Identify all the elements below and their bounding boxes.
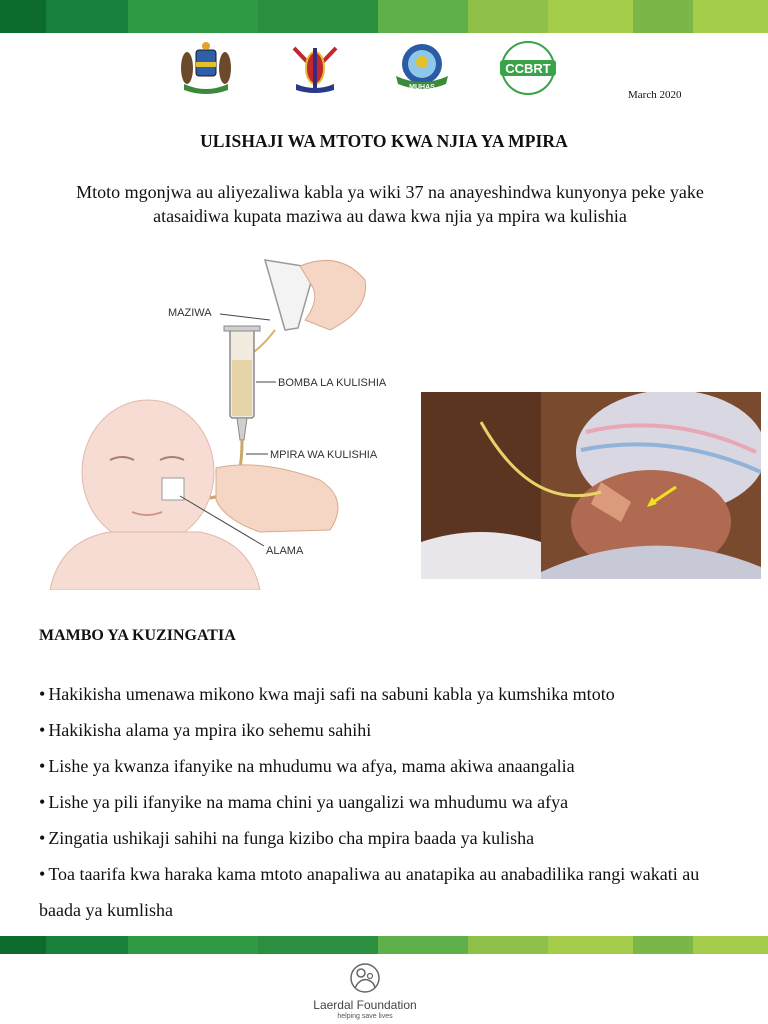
ccbrt-logo-text: CCBRT [505,61,551,76]
list-item-text: Zingatia ushikaji sahihi na funga kizibo cha mpira baada ya kulisha [48,828,535,848]
considerations-heading: MAMBO YA KUZINGATIA [39,627,236,644]
tanzania-coat-of-arms-logo [178,40,234,96]
label-bomba-la-kulishia: BOMBA LA KULISHIA [278,377,387,389]
holding-hand [216,465,338,532]
bullet-dot: • [39,720,46,740]
bullet-dot: • [39,756,46,776]
ccbrt-logo [494,40,562,96]
bullet-dot: • [39,828,46,848]
label-alama: ALAMA [266,545,304,557]
list-item-text: Toa taarifa kwa haraka kama mtoto anapaliwa au anatapika au anabadilika rangi wakati au baada ya kumlisha [39,864,700,920]
muhas-logo [392,40,452,96]
muhas-logo-text: MUHAS [409,84,435,91]
considerations-list [39,676,739,928]
bottom-color-band [0,936,768,954]
list-item [39,712,739,748]
document-date: March 2020 [628,89,682,101]
top-color-band [0,0,768,33]
baby-body [50,532,260,590]
list-item-text: Hakikisha umenawa mikono kwa maji safi na sabuni kabla ya kumshika mtoto [48,684,615,704]
document-title: ULISHAJI WA MTOTO KWA NJIA YA MPIRA [200,131,568,151]
list-item [39,820,739,856]
bullet-dot: • [39,792,46,812]
baby-head [82,400,214,544]
label-mpira-wa-kulishia: MPIRA WA KULISHIA [270,449,378,461]
laerdal-tagline: helping save lives [337,1013,393,1020]
laerdal-foundation-name: Laerdal Foundation [313,998,417,1012]
list-item [39,676,739,712]
list-item [39,784,739,820]
list-item-text: Lishe ya kwanza ifanyike na mhudumu wa afya, mama akiwa anaangalia [48,756,575,776]
list-item [39,856,739,928]
feeding-tube-diagram [20,250,400,590]
laerdal-foundation-logo-icon [348,962,382,994]
list-item [39,748,739,784]
ministry-health-logo [288,40,342,96]
bullet-dot: • [39,864,46,884]
list-item-text: Lishe ya pili ifanyike na mama chini ya uangalizi wa mhudumu wa afya [48,792,569,812]
intro-paragraph: Mtoto mgonjwa au aliyezaliwa kabla ya wiki 37 na anayeshindwa kunyonya peke yake atasaidiwa kupata maziwa au dawa kwa njia ya mpira wa kulishia [76,182,704,226]
label-maziwa: MAZIWA [168,307,212,319]
pouring-hand [300,260,366,330]
infant-feeding-tube-photo [421,392,761,579]
list-item-text: Hakikisha alama ya mpira iko sehemu sahihi [48,720,372,740]
bullet-dot: • [39,684,46,704]
